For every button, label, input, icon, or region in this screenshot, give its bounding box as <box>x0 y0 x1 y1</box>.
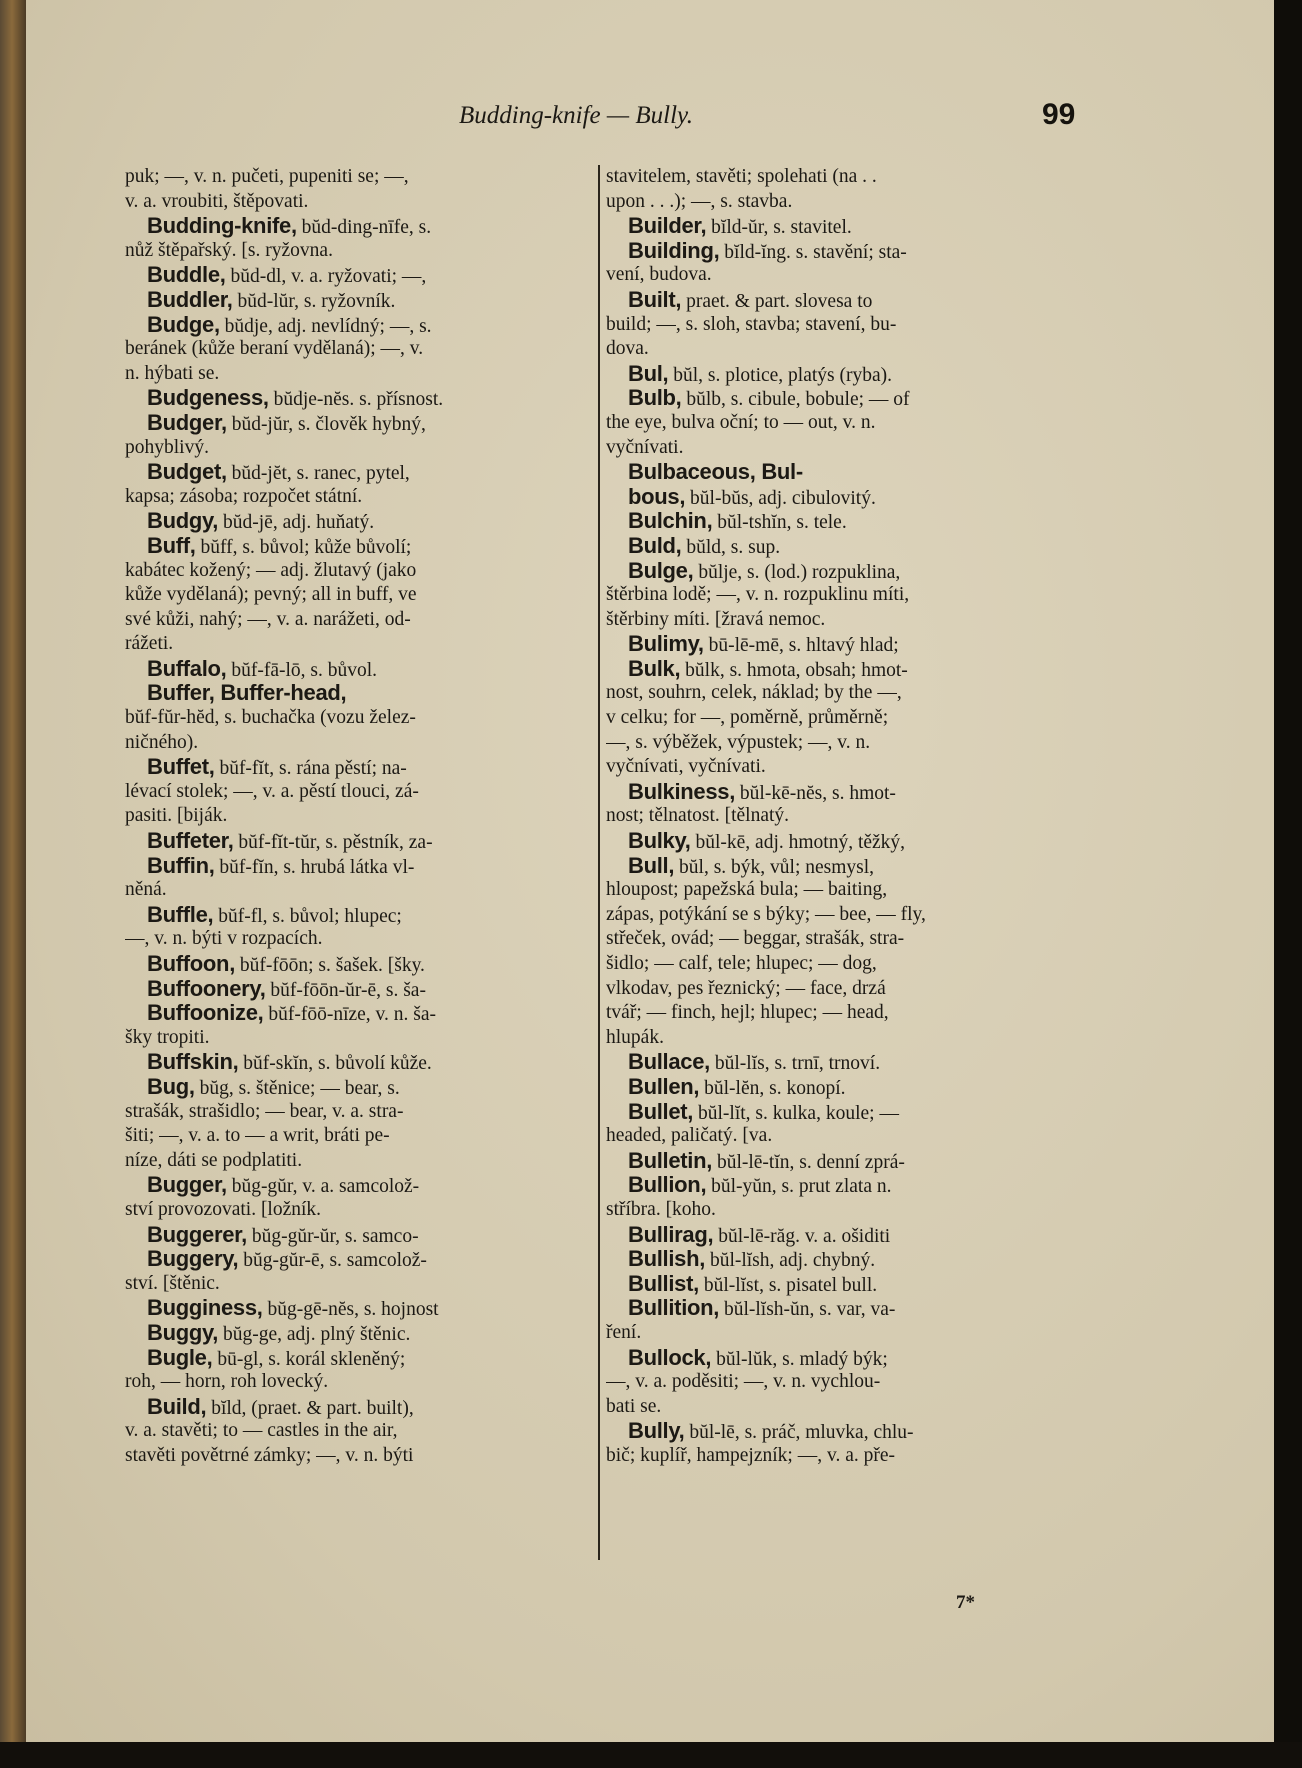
entry-line <box>125 1075 589 1100</box>
definition-text: bŭd-lŭr, s. ryžovník. <box>232 290 396 312</box>
entry-line <box>125 1173 589 1198</box>
headword: Bully, <box>628 1419 685 1444</box>
definition-text: pohyblivý. <box>125 436 209 458</box>
definition-text: bŭlb, s. cibule, bobule; — of <box>681 389 910 411</box>
scan-right-edge <box>1274 0 1302 1768</box>
continuation-line <box>125 362 589 387</box>
continuation-line <box>125 165 589 190</box>
continuation-line <box>606 878 1070 903</box>
definition-text: bŭf-fŭr-hĕd, s. buchačka (vozu želez- <box>125 707 416 729</box>
definition-text: bŭd-jĕt, s. ranec, pytel, <box>226 463 410 485</box>
continuation-line <box>606 1444 1070 1469</box>
definition-text: bŭg-gē-nĕs, s. hojnost <box>262 1299 439 1321</box>
headword: Buld, <box>628 533 682 558</box>
entry-line <box>125 386 589 411</box>
headword: Budgy, <box>147 509 219 534</box>
definition-text: stříbra. [koho. <box>606 1198 716 1220</box>
continuation-line <box>125 878 589 903</box>
entry-line <box>606 780 1070 805</box>
definition-text: níze, dáti se podplatiti. <box>125 1149 303 1171</box>
continuation-line <box>606 1198 1070 1223</box>
headword: bous, <box>628 484 686 509</box>
definition-text: bĭld, (praet. & part. built), <box>206 1397 414 1419</box>
definition-text: build; —, s. sloh, stavba; stavení, bu- <box>606 313 897 335</box>
entry-line <box>125 1223 589 1248</box>
headword: Buffoon, <box>147 952 236 976</box>
continuation-line <box>606 313 1070 338</box>
headword: Buffalo, <box>147 656 227 681</box>
definition-text: bŭlk, s. hmota, obsah; hmot- <box>680 659 908 681</box>
definition-text: bŭl-tshĭn, s. tele. <box>712 512 847 534</box>
headword: Budgeness, <box>147 386 269 411</box>
entry-line <box>606 1272 1070 1297</box>
continuation-line <box>125 1100 589 1125</box>
definition-text: n. hýbati se. <box>125 362 220 384</box>
entry-line <box>606 1419 1070 1444</box>
headword: Buffskin, <box>147 1050 239 1075</box>
headword: Budding-knife, <box>147 214 297 239</box>
definition-text: bŭl, s. plotice, platýs (ryba). <box>668 364 893 386</box>
definition-text: bŭlje, s. (lod.) rozpuklina, <box>693 561 901 583</box>
headword: Bullock, <box>628 1345 712 1370</box>
entry-line <box>606 239 1070 264</box>
definition-text: headed, paličatý. [va. <box>606 1125 773 1147</box>
continuation-line <box>606 583 1070 608</box>
entry-line <box>125 1395 589 1420</box>
headword: Buffoonery, <box>147 976 266 1001</box>
headword: Bugginess, <box>147 1296 263 1321</box>
entry-line <box>125 1346 589 1371</box>
headword: Bullish, <box>628 1247 706 1272</box>
definition-text: beránek (kůže beraní vydělaná); —, v. <box>125 338 424 360</box>
headword: Budger, <box>147 410 227 435</box>
definition-text: dova. <box>606 338 649 360</box>
running-head: Budding-knife — Bully. <box>459 102 693 129</box>
headword: Build, <box>147 1394 207 1419</box>
headword: Bullion, <box>628 1173 707 1198</box>
continuation-line <box>606 903 1070 928</box>
definition-text: bŭd-dl, v. a. ryžovati; —, <box>225 266 427 288</box>
definition-text: stavitelem, stavěti; spolehati (na . . <box>606 166 877 187</box>
definition-text: bŭl-lŭk, s. mladý býk; <box>711 1348 888 1370</box>
entry-line <box>125 1001 589 1026</box>
entry-line <box>125 460 589 485</box>
definition-text: bŭg-gŭr-ē, s. samcolož- <box>238 1250 427 1272</box>
entry-line <box>606 1075 1070 1100</box>
definition-text: kapsa; zásoba; rozpočet státní. <box>125 485 363 507</box>
headword: Bulb, <box>628 386 682 411</box>
headword: Building, <box>628 238 720 263</box>
definition-text: šky tropiti. <box>125 1026 210 1048</box>
continuation-line <box>606 1124 1070 1149</box>
continuation-line <box>606 608 1070 633</box>
definition-text: bŭl-kē, adj. hmotný, těžký, <box>690 832 906 854</box>
entry-line <box>125 411 589 436</box>
definition-text: nůž štěpařský. [s. ryžovna. <box>125 239 333 261</box>
continuation-line <box>606 337 1070 362</box>
entry-line <box>125 509 589 534</box>
headword: Bulchin, <box>628 509 713 534</box>
definition-text: bŭd-jē, adj. huňatý. <box>218 512 375 534</box>
definition-text: střeček, ovád; — beggar, strašák, stra- <box>606 928 905 950</box>
definition-text: bŭf-fĭn, s. hrubá látka vl- <box>214 856 415 878</box>
continuation-line <box>125 190 589 215</box>
definition-text: bŭg, s. štěnice; — bear, s. <box>194 1077 400 1099</box>
continuation-line <box>606 706 1070 731</box>
entry-line <box>606 1050 1070 1075</box>
entry-line <box>606 1173 1070 1198</box>
headword: Budge, <box>147 312 220 337</box>
definition-text: nost; tělnatost. [tělnatý. <box>606 805 790 827</box>
headword: Buggerer, <box>147 1222 247 1247</box>
entry-line <box>606 1223 1070 1248</box>
entry-line <box>606 460 1070 485</box>
entry-line <box>606 534 1070 559</box>
definition-text: ničného). <box>125 731 199 753</box>
continuation-line <box>125 1198 589 1223</box>
definition-text: hloupost; papežská bula; — baiting, <box>606 879 888 901</box>
definition-text: vení, budova. <box>606 264 712 286</box>
definition-text: bŭg-ge, adj. plný štěnic. <box>218 1323 411 1345</box>
definition-text: bŭf-fōō-nīze, v. n. ša- <box>263 1004 437 1026</box>
definition-text: bŭl-bŭs, adj. cibulovitý. <box>685 487 876 509</box>
entry-line <box>606 485 1070 510</box>
definition-text: bŭl-lĕn, s. konopí. <box>699 1077 846 1099</box>
entry-line <box>606 1100 1070 1125</box>
continuation-line <box>125 804 589 829</box>
definition-text: šiti; —, v. a. to — a writ, bráti pe- <box>125 1125 390 1147</box>
headword: Bulimy, <box>628 632 704 657</box>
definition-text: hlupák. <box>606 1026 664 1048</box>
definition-text: bŭd-jŭr, s. člověk hybný, <box>226 413 426 435</box>
continuation-line <box>125 1124 589 1149</box>
headword: Bull, <box>628 853 675 878</box>
continuation-line <box>125 583 589 608</box>
continuation-line <box>606 263 1070 288</box>
continuation-line <box>125 706 589 731</box>
definition-text: kůže vydělaná); pevný; all in buff, ve <box>125 584 417 606</box>
entry-line <box>125 952 589 977</box>
definition-text: bŭl, s. býk, vůl; nesmysl, <box>674 856 875 878</box>
continuation-line <box>125 780 589 805</box>
definition-text: bŭdje, adj. nevlídný; —, s. <box>219 315 432 337</box>
left-column <box>125 165 589 1585</box>
definition-text: bŭf-fl, s. bůvol; hlupec; <box>213 905 402 927</box>
definition-text: své kůži, nahý; —, v. a. narážeti, od- <box>125 608 411 630</box>
entry-line <box>606 214 1070 239</box>
headword: Bullet, <box>628 1099 694 1124</box>
headword: Bullist, <box>628 1271 699 1296</box>
definition-text: upon . . .); —, s. stavba. <box>606 190 793 212</box>
entry-line <box>125 1321 589 1346</box>
definition-text: štěrbina lodě; —, v. n. rozpuklinu míti, <box>606 584 910 606</box>
headword: Buffin, <box>147 853 215 878</box>
definition-text: bŭg-gŭr-ŭr, s. samco- <box>247 1225 419 1247</box>
definition-text: bŭf-fōōn; s. šašek. [šky. <box>235 955 425 976</box>
definition-text: bŭf-fā-lō, s. bůvol. <box>226 659 378 681</box>
definition-text: bŭf-fĭt-tŭr, s. pěstník, za- <box>233 832 433 854</box>
continuation-line <box>606 804 1070 829</box>
entry-line <box>606 559 1070 584</box>
definition-text: bŭl-kē-nĕs, s. hmot- <box>735 782 896 804</box>
entry-line <box>606 632 1070 657</box>
continuation-line <box>125 632 589 657</box>
headword: Bugger, <box>147 1173 227 1198</box>
entry-line <box>606 1346 1070 1371</box>
definition-text: bū-gl, s. korál skleněný; <box>212 1348 406 1370</box>
entry-line <box>125 534 589 559</box>
headword: Buggy, <box>147 1320 219 1345</box>
entry-line <box>125 657 589 682</box>
headword: Bulge, <box>628 558 694 583</box>
entry-line <box>606 829 1070 854</box>
definition-text: puk; —, v. n. pučeti, pupeniti se; —, <box>125 166 409 187</box>
continuation-line <box>606 190 1070 215</box>
definition-text: v celku; for —, poměrně, průměrně; <box>606 707 889 729</box>
definition-text: pasiti. [biják. <box>125 805 228 827</box>
definition-text: bič; kuplíř, hampejzník; —, v. a. pře- <box>606 1444 895 1466</box>
scan-bottom-edge <box>0 1742 1302 1768</box>
continuation-line <box>606 952 1070 977</box>
continuation-line <box>125 1149 589 1174</box>
definition-text: vyčnívati. <box>606 436 684 458</box>
headword: Buffet, <box>147 755 215 780</box>
definition-text: tvář; — finch, hejl; hlupec; — head, <box>606 1002 889 1024</box>
definition-text: ství provozovati. [ložník. <box>125 1198 322 1220</box>
definition-text: rážeti. <box>125 633 174 655</box>
entry-line <box>606 1296 1070 1321</box>
entry-line <box>125 214 589 239</box>
definition-text: ření. <box>606 1321 642 1343</box>
headword: Bulbaceous, Bul- <box>628 460 803 485</box>
entry-line <box>125 755 589 780</box>
definition-text: bŭl-lĭsh, adj. chybný. <box>705 1250 876 1272</box>
definition-text: bŭl-lē-răg. v. a. ošiditi <box>713 1225 891 1247</box>
continuation-line <box>125 559 589 584</box>
definition-text: bŭf-fĭt, s. rána pěstí; na- <box>214 758 407 780</box>
definition-text: lévací stolek; —, v. a. pěstí tlouci, zá- <box>125 780 419 802</box>
page-signature: 7* <box>956 1592 975 1613</box>
continuation-line <box>606 681 1070 706</box>
definition-text: bŭdje-nĕs. s. přísnost. <box>268 389 444 411</box>
definition-text: the eye, bulva oční; to — out, v. n. <box>606 411 876 433</box>
definition-text: štěrbiny míti. [žravá nemoc. <box>606 608 826 630</box>
continuation-line <box>125 927 589 952</box>
continuation-line <box>125 436 589 461</box>
definition-text: strašák, strašidlo; — bear, v. a. stra- <box>125 1100 404 1122</box>
headword: Bulk, <box>628 656 681 681</box>
entry-line <box>606 1247 1070 1272</box>
continuation-line <box>606 1370 1070 1395</box>
headword: Bullace, <box>628 1050 710 1075</box>
headword: Buffeter, <box>147 829 234 854</box>
headword: Bug, <box>147 1074 195 1099</box>
entry-line <box>125 288 589 313</box>
entry-line <box>606 1149 1070 1174</box>
continuation-line <box>606 436 1070 461</box>
headword: Bulletin, <box>628 1148 713 1173</box>
definition-text: stavěti povětrné zámky; —, v. n. býti <box>125 1444 414 1466</box>
entry-line <box>125 681 589 706</box>
definition-text: bati se. <box>606 1395 662 1417</box>
entry-line <box>125 1247 589 1272</box>
definition-text: kabátec kožený; — adj. žlutavý (jako <box>125 559 417 581</box>
definition-text: bŭd-ding-nīfe, s. <box>296 217 432 239</box>
definition-text: v. a. vroubiti, štěpovati. <box>125 190 309 212</box>
dictionary-page <box>26 0 1274 1742</box>
headword: Bullition, <box>628 1296 720 1321</box>
headword: Built, <box>628 287 682 312</box>
definition-text: vyčnívati, vyčnívati. <box>606 756 766 778</box>
definition-text: bŭl-yŭn, s. prut zlata n. <box>706 1176 892 1198</box>
entry-line <box>125 854 589 879</box>
headword: Bugle, <box>147 1345 213 1370</box>
definition-text: bŭl-lē, s. práč, mluvka, chlu- <box>684 1422 914 1444</box>
continuation-line <box>125 731 589 756</box>
continuation-line <box>125 1444 589 1469</box>
page-number: 99 <box>1042 98 1076 131</box>
definition-text: bŭf-skĭn, s. bůvolí kůže. <box>238 1053 432 1075</box>
continuation-line <box>125 1026 589 1051</box>
definition-text: bŭld, s. sup. <box>681 536 781 558</box>
continuation-line <box>125 1272 589 1297</box>
entry-line <box>125 1050 589 1075</box>
definition-text: v. a. stavěti; to — castles in the air, <box>125 1420 398 1442</box>
definition-text: zápas, potýkání se s býky; — bee, — fly, <box>606 903 926 925</box>
headword: Buggery, <box>147 1247 239 1272</box>
definition-text: —, s. výběžek, výpustek; —, v. n. <box>606 731 871 753</box>
definition-text: bŭg-gŭr, v. a. samcolož- <box>226 1176 420 1198</box>
entry-line <box>125 313 589 338</box>
headword: Bullen, <box>628 1074 700 1099</box>
continuation-line <box>606 755 1070 780</box>
entry-line <box>125 263 589 288</box>
headword: Buffer, Buffer-head, <box>147 681 347 706</box>
headword: Bullirag, <box>628 1222 714 1247</box>
headword: Buff, <box>147 533 196 558</box>
entry-line <box>606 657 1070 682</box>
headword: Buddle, <box>147 263 226 288</box>
headword: Budget, <box>147 460 227 485</box>
continuation-line <box>125 337 589 362</box>
definition-text: bŭl-lē-tĭn, s. denní zprá- <box>712 1151 905 1173</box>
headword: Bulky, <box>628 829 691 854</box>
column-divider <box>598 165 600 1560</box>
definition-text: bū-lē-mē, s. hltavý hlad; <box>703 635 899 657</box>
headword: Buffle, <box>147 902 214 927</box>
page-header <box>26 98 1274 138</box>
definition-text: nost, souhrn, celek, náklad; by the —, <box>606 682 902 704</box>
continuation-line <box>125 239 589 264</box>
definition-text: šidlo; — calf, tele; hlupec; — dog, <box>606 953 877 974</box>
continuation-line <box>606 411 1070 436</box>
entry-line <box>606 854 1070 879</box>
headword: Builder, <box>628 214 707 239</box>
continuation-line <box>606 1321 1070 1346</box>
headword: Buffoonize, <box>147 1001 264 1026</box>
continuation-line <box>606 977 1070 1002</box>
continuation-line <box>606 1395 1070 1420</box>
entry-line <box>125 903 589 928</box>
definition-text: bŭf-fōōn-ŭr-ē, s. ša- <box>265 979 426 1001</box>
right-column <box>606 165 1070 1585</box>
continuation-line <box>125 485 589 510</box>
continuation-line <box>125 1419 589 1444</box>
continuation-line <box>125 608 589 633</box>
entry-line <box>125 977 589 1002</box>
entry-line <box>606 509 1070 534</box>
definition-text: bŭl-lĭs, s. trnī, trnoví. <box>709 1053 881 1075</box>
definition-text: —, v. a. poděsiti; —, v. n. vychlou- <box>606 1371 881 1393</box>
definition-text: bĭld-ŭr, s. stavitel. <box>706 217 852 239</box>
continuation-line <box>606 1001 1070 1026</box>
definition-text: praet. & part. slovesa to <box>681 290 873 312</box>
definition-text: roh, — horn, roh lovecký. <box>125 1371 329 1393</box>
definition-text: bŭff, s. bůvol; kůže bůvolí; <box>195 536 412 558</box>
continuation-line <box>606 731 1070 756</box>
headword: Bulkiness, <box>628 779 736 804</box>
definition-text: ství. [štěnic. <box>125 1272 220 1294</box>
entry-line <box>606 288 1070 313</box>
definition-text: bŭl-lĭsh-ŭn, s. var, va- <box>719 1299 896 1321</box>
definition-text: vlkodav, pes řeznický; — face, drzá <box>606 977 886 999</box>
headword: Buddler, <box>147 287 233 312</box>
definition-text: něná. <box>125 879 167 901</box>
definition-text: —, v. n. býti v rozpacích. <box>125 928 323 950</box>
entry-line <box>125 829 589 854</box>
definition-text: bŭl-lĭt, s. kulka, koule; — <box>693 1102 899 1124</box>
continuation-line <box>606 1026 1070 1051</box>
continuation-line <box>606 165 1070 190</box>
entry-line <box>606 386 1070 411</box>
definition-text: bĭld-ĭng. s. stavění; sta- <box>719 241 907 263</box>
continuation-line <box>125 1370 589 1395</box>
headword: Bul, <box>628 361 669 386</box>
entry-line <box>606 362 1070 387</box>
entry-line <box>125 1296 589 1321</box>
continuation-line <box>606 927 1070 952</box>
definition-text: bŭl-lĭst, s. pisatel bull. <box>698 1274 878 1296</box>
